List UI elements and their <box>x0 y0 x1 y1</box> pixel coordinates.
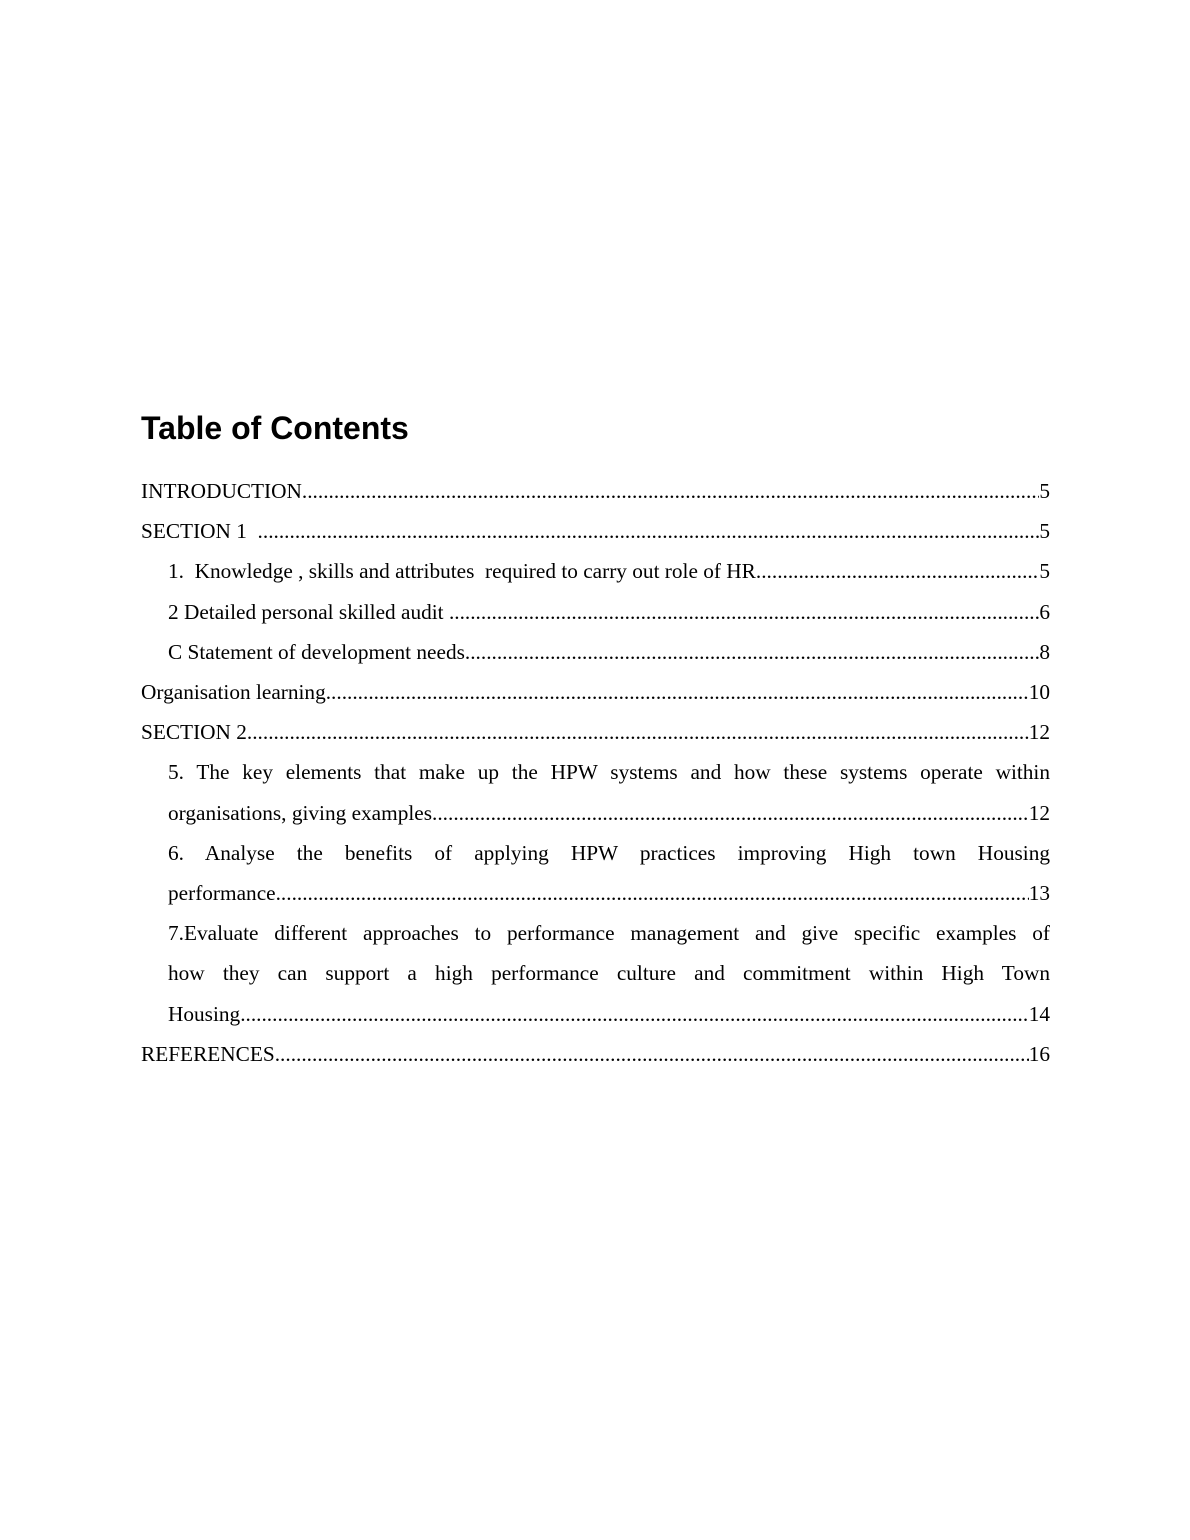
toc-dot-leader <box>465 632 1039 672</box>
toc-title: Table of Contents <box>141 410 409 446</box>
toc-entry-knowledge-skills[interactable] <box>141 551 1050 591</box>
toc-dot-leader <box>302 471 1039 511</box>
toc-page-number: 8 <box>1039 639 1050 664</box>
toc-page-number: 5 <box>1039 479 1050 503</box>
toc-entry-label: Housing <box>168 1001 241 1026</box>
toc-dot-leader <box>276 873 1029 913</box>
toc-entry-label: REFERENCES <box>141 1041 275 1066</box>
toc-page-number: 16 <box>1028 1041 1050 1066</box>
toc-entry-section-1[interactable] <box>141 511 1050 551</box>
toc-dot-leader <box>275 1034 1029 1074</box>
toc-entry-label-line: 6. Analyse the benefits of applying HPW practices improving High town Housing <box>168 840 1050 865</box>
toc-dot-leader <box>258 511 1040 551</box>
toc-entry-organisation-learning[interactable] <box>141 672 1050 712</box>
toc-page-number: 14 <box>1028 1001 1050 1026</box>
toc-entry-label: SECTION 1 <box>141 519 258 544</box>
toc-entry-label: 2 Detailed personal skilled audit <box>168 599 449 624</box>
toc-dot-leader <box>326 672 1029 712</box>
toc-entry-label: 1. Knowledge , skills and attributes required to carry out role of HR <box>168 559 756 584</box>
toc-entry-label: SECTION 2 <box>141 720 247 745</box>
toc-dot-leader <box>449 592 1039 632</box>
toc-page-number: 6 <box>1039 599 1050 624</box>
toc-page-number: 5 <box>1039 559 1050 584</box>
toc-entry-label: performance <box>168 881 276 906</box>
toc-entry-hpw-systems[interactable] <box>141 752 1050 832</box>
toc-page-number: 13 <box>1028 881 1050 906</box>
toc-entry-skills-audit[interactable] <box>141 592 1050 632</box>
toc-entry-label: Organisation learning <box>141 680 326 705</box>
toc-entry-references[interactable] <box>141 1034 1050 1074</box>
toc-entry-section-2[interactable] <box>141 712 1050 752</box>
toc-dot-leader <box>432 793 1029 833</box>
table-of-contents <box>141 471 1050 1074</box>
toc-entry-label-line: 7.Evaluate different approaches to performance management and give specific examples of <box>168 921 1050 946</box>
toc-page-number: 12 <box>1028 720 1050 745</box>
toc-page-number: 10 <box>1028 680 1050 705</box>
toc-entry-development-needs[interactable] <box>141 632 1050 672</box>
toc-entry-label-line: 5. The key elements that make up the HPW systems and how these systems operate within <box>168 760 1050 785</box>
toc-entry-label: INTRODUCTION <box>141 479 302 503</box>
toc-page-number: 12 <box>1028 800 1050 825</box>
toc-entry-label-line: how they can support a high performance culture and commitment within High Town <box>168 961 1050 986</box>
toc-entry-label: organisations, giving examples <box>168 800 433 825</box>
toc-dot-leader <box>240 994 1029 1034</box>
toc-dot-leader <box>247 712 1029 752</box>
toc-entry-label: C Statement of development needs <box>168 639 465 664</box>
toc-page-number: 5 <box>1039 519 1050 544</box>
toc-dot-leader <box>756 551 1039 591</box>
toc-entry-introduction[interactable] <box>141 471 1050 511</box>
toc-entry-hpw-benefits[interactable] <box>141 833 1050 913</box>
toc-entry-performance-management[interactable] <box>141 913 1050 1034</box>
